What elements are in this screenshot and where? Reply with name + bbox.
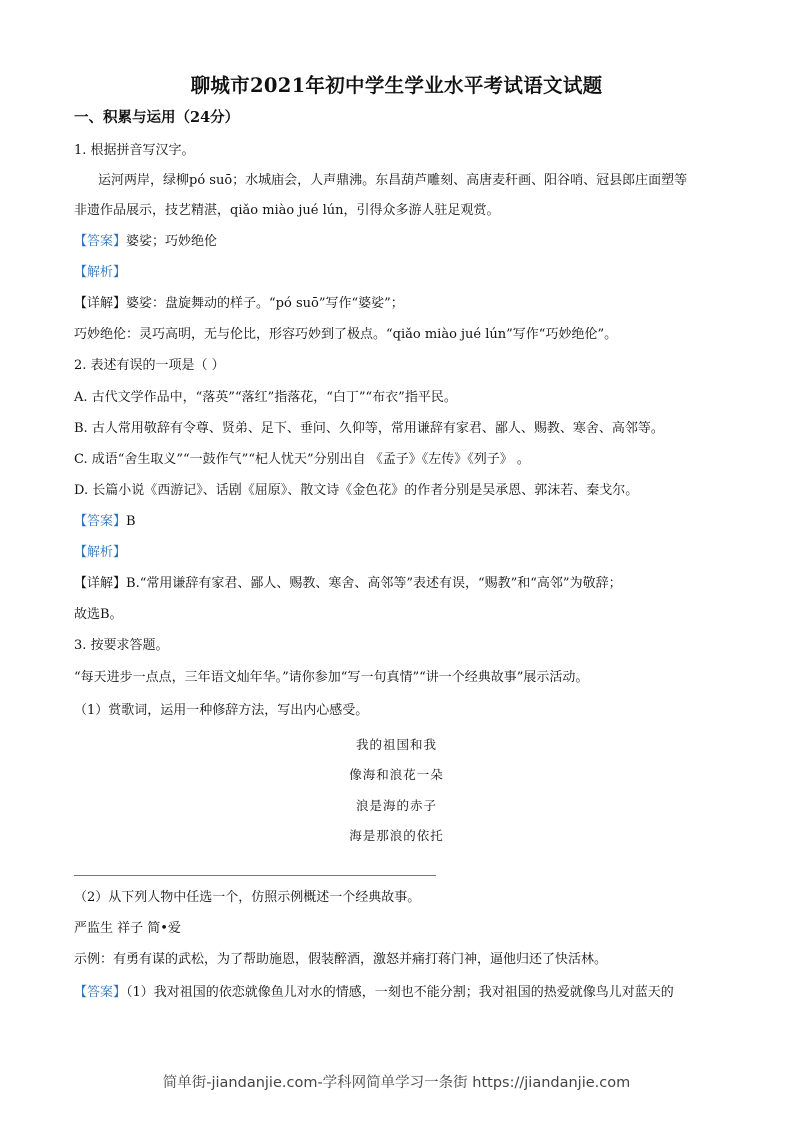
- answer-text: 婆娑；巧妙绝伦: [126, 234, 218, 249]
- question-1-detail: [74, 295, 404, 313]
- answer-blank-line: [74, 875, 436, 876]
- question-2-answer: [74, 513, 136, 531]
- answer-text: B: [126, 514, 136, 529]
- poem-line: 像海和浪花一朵: [349, 767, 444, 782]
- analysis-tag: 【解析】: [74, 265, 127, 280]
- detail-text: 婆娑：盘旋舞动的样子。“pó suō”写作“婆娑”；: [126, 296, 404, 311]
- answer-tag: 【答案】: [74, 985, 127, 1000]
- option-c: C. 成语“舍生取义”“一鼓作气”“杞人忧天”分别出自 《孟子》《左传》《列子》 。: [74, 452, 530, 467]
- question-1-passage-cont: 非遗作品展示，技艺精湛，qiǎo miào jué lún，引得众多游人驻足观赏。: [74, 203, 500, 218]
- character-list: 严监生 祥子 简•爱: [74, 921, 181, 936]
- poem-line: 浪是海的赤子: [355, 798, 437, 813]
- section-heading: 一、积累与运用（24分）: [74, 109, 240, 126]
- question-3-answer: [74, 984, 674, 1002]
- poem-line: 我的祖国和我: [355, 737, 437, 752]
- answer-text: （1）我对祖国的依恋就像鱼儿对水的情感，一刻也不能分割；我对祖国的热爱就像鸟儿对蓝天的: [126, 985, 674, 1000]
- question-2-detail-cont: 故选B。: [74, 607, 123, 622]
- question-3-stem: 3. 按要求答题。: [74, 638, 169, 653]
- detail-tag: 【详解】: [74, 576, 127, 591]
- detail-text: B.“常用谦辞有家君、鄙人、赐教、寒舍、高邻等”表述有误，“赐教”和“高邻”为敬辞；: [126, 576, 622, 591]
- question-3-intro: “每天进步一点点，三年语文灿年华。”请你参加“写一句真情”“讲一个经典故事”展示活动。: [74, 670, 589, 685]
- analysis-tag: 【解析】: [74, 545, 127, 560]
- example-text: 示例：有勇有谋的武松，为了帮助施恩，假装醉酒，激怒并痛打蒋门神，逼他归还了快活林。: [74, 952, 608, 967]
- option-a: A. 古代文学作品中，“落英”“落红”指落花，“白丁”“布衣”指平民。: [74, 390, 457, 405]
- question-1-detail-cont: 巧妙绝伦：灵巧高明，无与伦比，形容巧妙到了极点。“qiǎo miào jué lún”写作“巧妙绝伦”。: [74, 327, 618, 342]
- option-d: D. 长篇小说《西游记》、话剧《屈原》、散文诗《金色花》的作者分别是吴承恩、郭沫若、秦戈尔。: [74, 483, 639, 498]
- answer-tag: 【答案】: [74, 234, 127, 249]
- answer-tag: 【答案】: [74, 514, 127, 529]
- poem-line: 海是那浪的依托: [349, 828, 444, 843]
- footer-watermark: 简单街-jiandanjie.com-学科网简单学习一条街 https://jiandanjie.com: [162, 1075, 631, 1091]
- page-title: 聊城市2021年初中学生学业水平考试语文试题: [190, 74, 603, 97]
- question-1-stem: 1. 根据拼音写汉字。: [74, 143, 195, 158]
- option-b: B. 古人常用敬辞有令尊、贤弟、足下、垂问、久仰等，常用谦辞有家君、鄙人、赐教、寒舍、高邻等。: [74, 421, 664, 436]
- question-1-passage: 运河两岸，绿柳pó suō；水城庙会，人声鼎沸。东昌葫芦雕刻、高唐麦秆画、阳谷哨、冠县郎庄面塑等: [98, 173, 688, 188]
- question-2-stem: 2. 表述有误的一项是（ ）: [74, 358, 225, 373]
- question-1-answer: [74, 233, 217, 251]
- question-3-sub1: （1）赏歌词，运用一种修辞方法，写出内心感受。: [74, 703, 369, 718]
- detail-tag: 【详解】: [74, 296, 127, 311]
- question-3-sub2: （2）从下列人物中任选一个，仿照示例概述一个经典故事。: [74, 890, 421, 905]
- question-2-detail: [74, 575, 622, 593]
